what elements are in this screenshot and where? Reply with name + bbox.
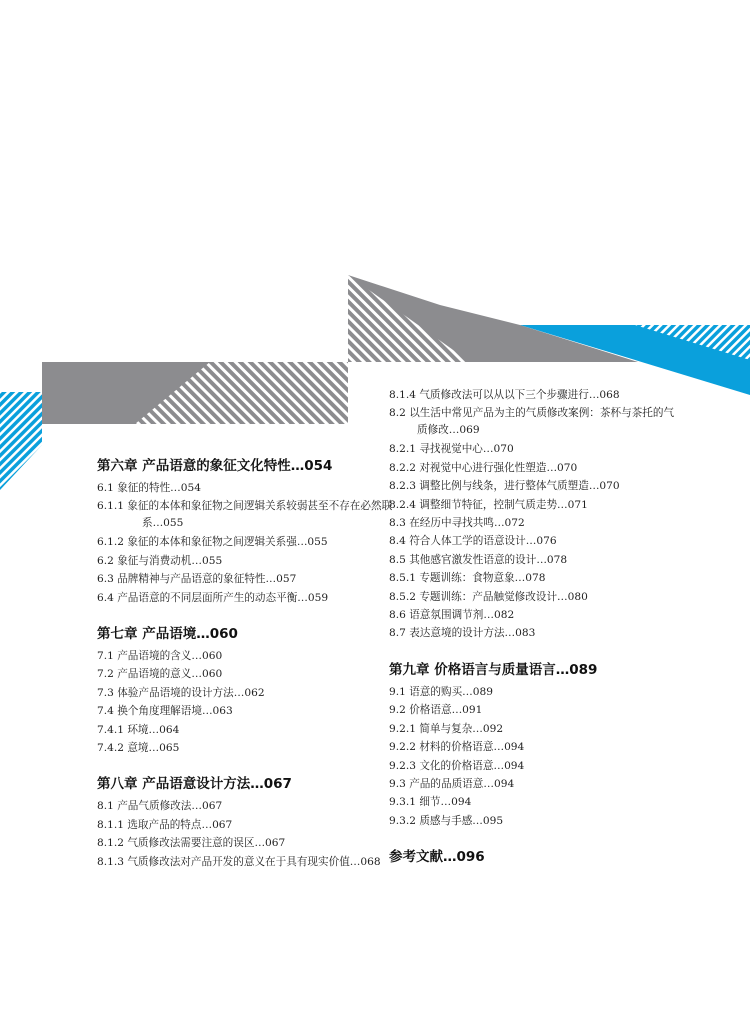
toc-entry[interactable]: 8.1.3 气质修改法对产品开发的意义在于具有现实价值…068: [97, 855, 381, 868]
toc-entry[interactable]: 6.4 产品语意的不同层面所产生的动态平衡…059: [97, 591, 329, 604]
toc-entry[interactable]: 6.2 象征与消费动机…055: [97, 554, 223, 567]
toc-entry[interactable]: 9.2 价格语意…091: [389, 704, 483, 717]
toc-entry[interactable]: 6.3 品牌精神与产品语意的象征特性…057: [97, 573, 297, 586]
toc-entry[interactable]: 7.2 产品语境的意义…060: [97, 668, 223, 681]
toc-entry[interactable]: 8.1 产品气质修改法…067: [97, 800, 223, 813]
toc-entry[interactable]: 9.2.3 文化的价格语意…094: [389, 759, 525, 772]
chapter-6: [97, 456, 417, 607]
toc-left-column: [97, 456, 417, 888]
chapter-title[interactable]: 第九章 价格语言与质量语言…089: [389, 661, 598, 678]
toc-entry[interactable]: 8.3 在经历中寻找共鸣…072: [389, 517, 525, 530]
toc-entry[interactable]: 8.2.1 寻找视觉中心…070: [389, 443, 514, 456]
toc-entry[interactable]: 9.3 产品的品质语意…094: [389, 777, 515, 790]
toc-entry[interactable]: 8.2.2 对视觉中心进行强化性塑造…070: [389, 461, 578, 474]
toc-entry[interactable]: 7.4.2 意境…065: [97, 742, 180, 755]
toc-entry[interactable]: 8.2 以生活中常见产品为主的气质修改案例：茶杯与茶托的气质修改…069: [389, 407, 675, 437]
toc-entry[interactable]: 9.1 语意的购买…089: [389, 685, 493, 698]
chapter-7: [97, 624, 417, 757]
toc-entry[interactable]: 8.4 符合人体工学的语意设计…076: [389, 535, 557, 548]
toc-entry[interactable]: 8.1.1 选取产品的特点…067: [97, 818, 233, 831]
chapter-title[interactable]: 第六章 产品语意的象征文化特性…054: [97, 458, 333, 474]
toc-entry[interactable]: 8.5.2 专题训练：产品触觉修改设计…080: [389, 590, 588, 603]
chapter-9: [389, 660, 709, 830]
toc-entry[interactable]: 6.1.1 象征的本体和象征物之间逻辑关系较弱甚至不存在必然联系…055: [97, 500, 393, 530]
toc-entry[interactable]: 7.3 体验产品语境的设计方法…062: [97, 686, 265, 699]
toc-entry[interactable]: 8.2.4 调整细节特征，控制气质走势…071: [389, 498, 588, 511]
toc-entry[interactable]: 6.1.2 象征的本体和象征物之间逻辑关系强…055: [97, 536, 328, 549]
toc-right-column: [389, 386, 709, 870]
toc-entry[interactable]: 7.1 产品语境的含义…060: [97, 650, 223, 663]
chapter-title[interactable]: 第七章 产品语境…060: [97, 626, 238, 643]
toc-entry[interactable]: 9.2.1 简单与复杂…092: [389, 722, 504, 735]
toc-entry[interactable]: 8.1.4 气质修改法可以从以下三个步骤进行…068: [389, 389, 620, 401]
toc-entry[interactable]: 8.5 其他感官激发性语意的设计…078: [389, 553, 568, 566]
chapter-8: [97, 774, 417, 870]
toc-entry[interactable]: 8.1.2 气质修改法需要注意的误区…067: [97, 837, 286, 850]
toc-entry[interactable]: 8.6 语意氛围调节剂…082: [389, 609, 515, 622]
toc-entry[interactable]: 6.1 象征的特性…054: [97, 482, 201, 494]
striped-blue-left: [0, 392, 42, 490]
toc-entry[interactable]: 8.2.3 调整比例与线条，进行整体气质塑造…070: [389, 480, 620, 493]
chapter-8-continued: [389, 386, 709, 643]
toc-entry[interactable]: 9.3.2 质感与手感…095: [389, 814, 504, 827]
toc-entry[interactable]: 9.2.2 材料的价格语意…094: [389, 741, 525, 754]
toc-entry[interactable]: 8.7 表达意境的设计方法…083: [389, 627, 536, 640]
toc-entry[interactable]: 7.4.1 环境…064: [97, 723, 180, 736]
toc-entry[interactable]: 9.3.1 细节…094: [389, 796, 472, 809]
chapter-title[interactable]: 第八章 产品语意设计方法…067: [97, 776, 292, 793]
references-title[interactable]: 参考文献…096: [389, 849, 485, 866]
toc-entry[interactable]: 7.4 换个角度理解语境…063: [97, 705, 233, 718]
toc-entry[interactable]: 8.5.1 专题训练：食物意象…078: [389, 572, 546, 585]
